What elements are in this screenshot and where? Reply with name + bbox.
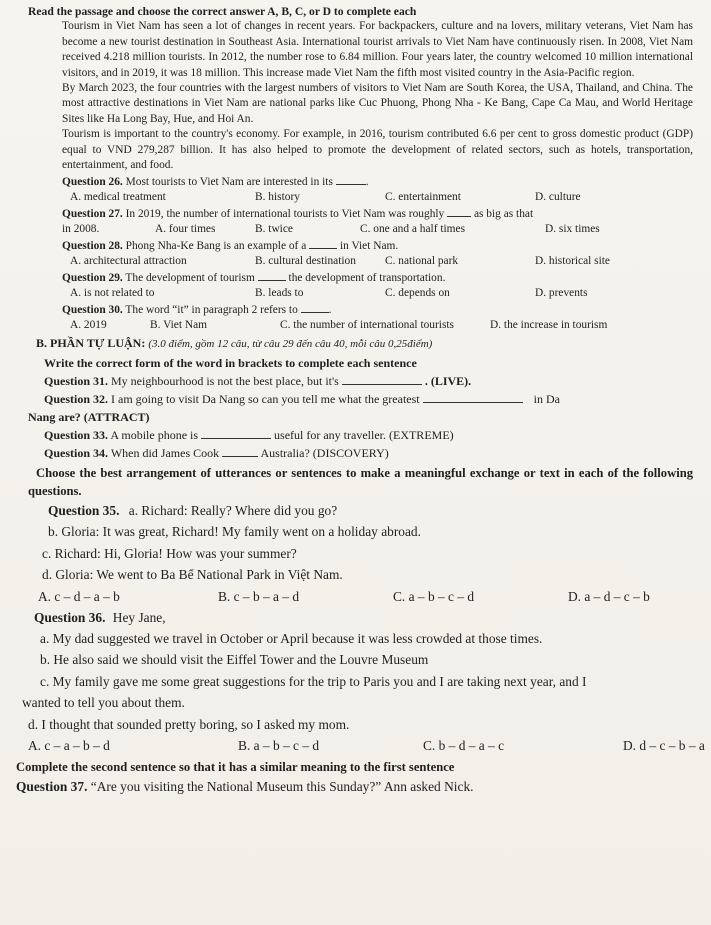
option-a[interactable]: A. architectural attraction (70, 255, 187, 268)
question-37: Question 37. “Are you visiting the National Museum this Sunday?” Ann asked Nick. (16, 779, 474, 795)
question-28: Question 28. Phong Nha-Ke Bang is an example of a in Viet Nam. (62, 237, 693, 254)
option-d[interactable]: D. historical site (535, 255, 610, 268)
answer-blank[interactable] (301, 301, 329, 313)
option-a[interactable]: A. four times (155, 223, 216, 236)
question-36-item-b: b. He also said we should visit the Eiffel Tower and the Louvre Museum (40, 652, 429, 668)
option-d[interactable]: D. six times (545, 223, 600, 236)
passage-paragraph-1: Tourism in Viet Nam has seen a lot of changes in recent years. For backpackers, culture and na lovers, military veterans, Viet Nam has become a new tourist destination in Southeast Asia. International tourist arrivals to Viet Nam have continuously risen. In 2008, Viet Nam received 4.218 million tourists. In 2012, the number rose to 6.84 million. Four years later, the country welcomed 10 million international visitors, and in 2019, it was 18 million. This increase made Viet Nam the fifth most visited country in the Asia-Pacific region. (62, 20, 693, 79)
option-d[interactable]: D. a – d – c – b (568, 588, 650, 604)
option-d[interactable]: D. prevents (535, 287, 588, 300)
option-b[interactable]: B. Viet Nam (150, 319, 208, 332)
option-c[interactable]: C. a – b – c – d (393, 588, 475, 604)
answer-blank[interactable] (336, 173, 366, 185)
question-32-continued: Nang are? (ATTRACT) (28, 410, 150, 425)
option-b[interactable]: B. leads to (255, 287, 304, 300)
option-b[interactable]: B. c – b – a – d (218, 588, 300, 604)
question-36-item-c-continued: wanted to tell you about them. (22, 695, 185, 711)
question-36: Question 36. Hey Jane, (34, 609, 166, 625)
question-29-options (62, 286, 693, 301)
question-28-options (62, 254, 693, 269)
question-36-item-c: c. My family gave me some great suggestions for the trip to Paris you and I are taking next year, and I (40, 673, 587, 689)
option-d[interactable]: D. the increase in tourism (490, 319, 608, 332)
option-c[interactable]: C. one and a half times (360, 223, 466, 236)
answer-blank[interactable] (201, 427, 271, 439)
option-a[interactable]: A. c – d – a – b (38, 588, 120, 604)
option-c[interactable]: C. national park (385, 255, 459, 268)
passage-paragraph-2: By March 2023, the four countries with the largest numbers of visitors to Viet Nam are South Korea, the USA, Thailand, and China. The most attractive destinations in Viet Nam are national parks like Cuc Phuong, Phong Nha - Ke Bang, Cape Ca Mau, and World Heritage Sites like Ha Long Bay, Hue, and Hoi An. (62, 82, 693, 125)
option-c[interactable]: C. entertainment (385, 191, 461, 204)
mc-questions (28, 173, 693, 333)
option-b[interactable]: B. history (255, 191, 300, 204)
question-27: Question 27. In 2019, the number of international tourists to Viet Nam was roughly as big as that (62, 205, 693, 222)
question-34: Question 34. When did James Cook Australia? (DISCOVERY) (44, 446, 389, 461)
question-33: Question 33. A mobile phone is useful for any traveller. (EXTREME) (44, 428, 454, 443)
option-a[interactable]: A. medical treatment (70, 191, 166, 204)
question-36-item-d: d. I thought that sounded pretty boring, so I asked my mom. (28, 716, 350, 732)
answer-blank[interactable] (258, 269, 286, 281)
reading-instruction: Read the passage and choose the correct answer A, B, C, or D to complete each (28, 5, 417, 18)
rewrite-instruction: Complete the second sentence so that it has a similar meaning to the first sentence (16, 760, 455, 775)
answer-blank[interactable] (342, 373, 422, 385)
option-b[interactable]: B. a – b – c – d (238, 738, 320, 754)
answer-blank[interactable] (222, 445, 258, 457)
option-b[interactable]: B. cultural destination (255, 255, 356, 268)
option-a[interactable]: A. is not related to (70, 287, 155, 300)
option-d[interactable]: D. d – c – b – a (623, 738, 705, 754)
question-36-options (20, 735, 705, 756)
question-31: Question 31. My neighbourhood is not the best place, but it's . (LIVE). (44, 374, 472, 389)
word-form-instruction: Write the correct form of the word in brackets to complete each sentence (44, 356, 417, 371)
question-35-block (28, 500, 693, 607)
answer-blank[interactable] (447, 205, 471, 217)
option-c[interactable]: C. depends on (385, 287, 450, 300)
question-30: Question 30. The word “it” in paragraph 2 refers to . (62, 301, 693, 318)
option-c[interactable]: C. the number of international tourists (280, 319, 454, 332)
question-35-item-c: c. Richard: Hi, Gloria! How was your summer? (42, 545, 297, 561)
question-32: Question 32. I am going to visit Da Nang so can you tell me what the greatest in Da (44, 392, 560, 407)
answer-blank[interactable] (423, 391, 523, 403)
option-c[interactable]: C. b – d – a – c (423, 738, 505, 754)
option-a[interactable]: A. c – a – b – d (28, 738, 110, 754)
question-36-item-a: a. My dad suggested we travel in October or April because it was less crowded at those times. (40, 630, 543, 646)
question-30-options (62, 318, 693, 333)
option-b[interactable]: B. twice (255, 223, 293, 236)
question-35-item-b: b. Gloria: It was great, Richard! My family went on a holiday abroad. (48, 524, 421, 540)
section-b-heading: B. PHẦN TỰ LUẬN: (3.0 điểm, gồm 12 câu, từ câu 29 đến câu 40, mỗi câu 0,25điểm) (36, 336, 433, 351)
question-29: Question 29. The development of tourism the development of transportation. (62, 269, 693, 286)
question-26-options (62, 190, 693, 205)
question-35: Question 35. a. Richard: Really? Where did you go? (48, 503, 338, 519)
word-form-questions (28, 372, 693, 462)
answer-blank[interactable] (309, 237, 337, 249)
question-35-item-d: d. Gloria: We went to Ba Bể National Park in Việt Nam. (42, 567, 343, 583)
option-d[interactable]: D. culture (535, 191, 581, 204)
question-35-options (30, 586, 693, 607)
arrangement-instruction: Choose the best arrangement of utterances or sentences to make a meaningful exchange or text in each of the following questions. (28, 466, 693, 499)
question-27-options: in 2008. A. four times B. twice C. one and a half times D. six times (62, 222, 693, 237)
question-26: Question 26. Most tourists to Viet Nam are interested in its . (62, 173, 693, 190)
passage-paragraph-3: Tourism is important to the country's economy. For example, in 2016, tourism contributed 6.6 per cent to gross domestic product (GDP) equal to VND 279,287 billion. It has also helped to promote the development of related sectors, such as hotels, transportation, entertainment, and food. (62, 128, 693, 172)
option-a[interactable]: A. 2019 (70, 319, 107, 332)
question-36-block (22, 607, 705, 757)
